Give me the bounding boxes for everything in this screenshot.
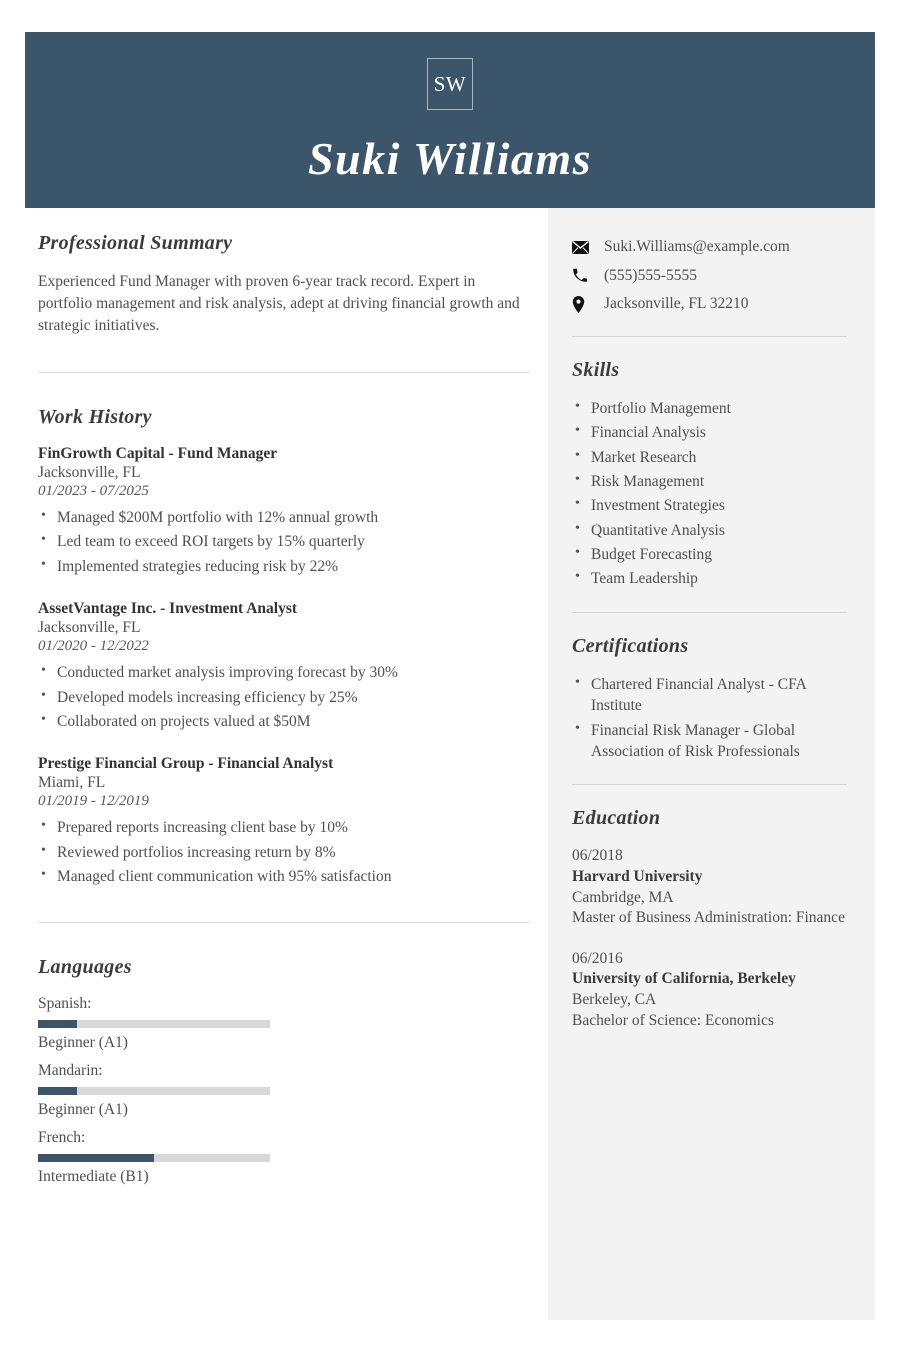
education-school: University of California, Berkeley — [572, 970, 796, 988]
skill-item: • Risk Management — [591, 471, 849, 492]
education-date: 06/2016 — [572, 949, 623, 967]
languages-list — [38, 995, 530, 1196]
job-entry — [38, 600, 530, 732]
sidebar-divider-1 — [572, 336, 847, 337]
sidebar — [548, 208, 875, 1320]
languages-heading: Languages — [38, 956, 132, 979]
skill-item: • Market Research — [591, 447, 849, 468]
education-entry — [572, 949, 849, 1031]
education-degree: Bachelor of Science: Economics — [572, 1011, 774, 1029]
skill-item: • Quantitative Analysis — [591, 520, 849, 541]
language-level: Intermediate (B1) — [38, 1168, 149, 1186]
resume-header — [25, 32, 875, 208]
job-bullet-item: • Reviewed portfolios increasing return by 8% — [57, 842, 530, 863]
contact-email-text: Suki.Williams@example.com — [604, 238, 790, 255]
education-section — [572, 807, 849, 1031]
job-dates: 01/2023 - 07/2025 — [38, 483, 149, 499]
job-bullet-item: • Led team to exceed ROI targets by 15% quarterly — [57, 531, 530, 552]
language-progress-fill — [38, 1020, 77, 1028]
language-progress-bar — [38, 1087, 270, 1095]
language-progress-bar — [38, 1154, 270, 1162]
contact-phone-text: (555)555-5555 — [604, 266, 697, 284]
certifications-heading: Certifications — [572, 634, 689, 657]
education-heading: Education — [572, 807, 661, 830]
monogram-initials: SW — [433, 71, 467, 96]
contact-location[interactable] — [572, 295, 849, 314]
sidebar-divider-2 — [572, 612, 847, 613]
job-location: Miami, FL — [38, 774, 106, 792]
certification-item: • Financial Risk Manager - Global Association of Risk Professionals — [591, 720, 849, 763]
job-location: Jacksonville, FL — [38, 464, 141, 481]
language-progress-fill — [38, 1154, 154, 1162]
language-level: Beginner (A1) — [38, 1101, 128, 1119]
job-bullet-item: • Managed $200M portfolio with 12% annual growth — [57, 507, 530, 528]
job-bullets — [38, 662, 530, 732]
language-level: Beginner (A1) — [38, 1034, 128, 1052]
candidate-name: Suki Williams — [307, 133, 593, 184]
contact-location-text: Jacksonville, FL 32210 — [604, 295, 749, 313]
job-bullet-item: • Prepared reports increasing client base by 10% — [57, 817, 530, 838]
certifications-list — [572, 674, 849, 763]
language-item — [38, 995, 270, 1052]
language-name: Mandarin: — [38, 1062, 103, 1080]
job-title: AssetVantage Inc. - Investment Analyst — [38, 600, 298, 618]
skill-item: • Financial Analysis — [591, 422, 849, 443]
skills-heading: Skills — [572, 358, 620, 381]
education-location: Cambridge, MA — [572, 888, 674, 906]
work-history-section — [38, 406, 530, 887]
main-column — [38, 232, 530, 1196]
job-dates: 01/2019 - 12/2019 — [38, 793, 149, 810]
contact-list — [572, 238, 849, 314]
job-bullet-item: • Developed models increasing efficiency by 25% — [57, 687, 530, 708]
sidebar-divider-3 — [572, 784, 847, 785]
main-divider-1 — [38, 372, 530, 373]
job-bullets — [38, 817, 530, 887]
job-title: FinGrowth Capital - Fund Manager — [38, 445, 278, 462]
education-date: 06/2018 — [572, 847, 623, 865]
language-item — [38, 1062, 270, 1119]
job-entry — [38, 445, 530, 577]
monogram-box — [427, 58, 473, 110]
work-history-heading: Work History — [38, 406, 152, 428]
skill-item: • Budget Forecasting — [591, 544, 849, 565]
education-list — [572, 846, 849, 1031]
skills-section — [572, 359, 849, 590]
job-bullet-item: • Conducted market analysis improving forecast by 30% — [57, 662, 530, 683]
job-location: Jacksonville, FL — [38, 619, 141, 637]
contact-email[interactable] — [572, 238, 849, 257]
envelope-icon — [572, 241, 594, 254]
certification-item: • Chartered Financial Analyst - CFA Institute — [591, 674, 849, 717]
education-school: Harvard University — [572, 867, 703, 885]
skill-item: • Team Leadership — [591, 568, 849, 589]
job-entry — [38, 755, 530, 887]
skill-item: • Portfolio Management — [591, 398, 849, 419]
summary-text: Experienced Fund Manager with proven 6-year track record. Expert in portfolio management and risk analysis, adept at driving financial growth and strategic initiatives. — [38, 273, 520, 334]
skill-item: • Investment Strategies — [591, 495, 849, 516]
job-bullets — [38, 507, 530, 577]
language-name: Spanish: — [38, 995, 92, 1013]
jobs-list — [38, 445, 530, 887]
contact-phone[interactable] — [572, 267, 849, 286]
language-progress-bar — [38, 1020, 270, 1028]
job-title: Prestige Financial Group - Financial Analyst — [38, 755, 334, 773]
skills-list — [572, 398, 849, 590]
job-bullet-item: • Managed client communication with 95% satisfaction — [57, 866, 530, 887]
language-item — [38, 1129, 270, 1186]
certifications-section — [572, 635, 849, 763]
summary-section — [38, 232, 530, 337]
summary-heading: Professional Summary — [38, 232, 233, 254]
main-divider-2 — [38, 922, 530, 923]
job-bullet-item: • Collaborated on projects valued at $50M — [57, 711, 530, 732]
job-dates: 01/2020 - 12/2022 — [38, 638, 149, 655]
map-pin-icon — [572, 296, 594, 313]
language-progress-fill — [38, 1087, 77, 1095]
language-name: French: — [38, 1129, 86, 1147]
education-degree: Master of Business Administration: Finance — [572, 909, 845, 927]
languages-section — [38, 956, 530, 1196]
job-bullet-item: • Implemented strategies reducing risk by 22% — [57, 556, 530, 577]
education-location: Berkeley, CA — [572, 990, 657, 1008]
education-entry — [572, 846, 849, 928]
phone-icon — [572, 268, 594, 283]
